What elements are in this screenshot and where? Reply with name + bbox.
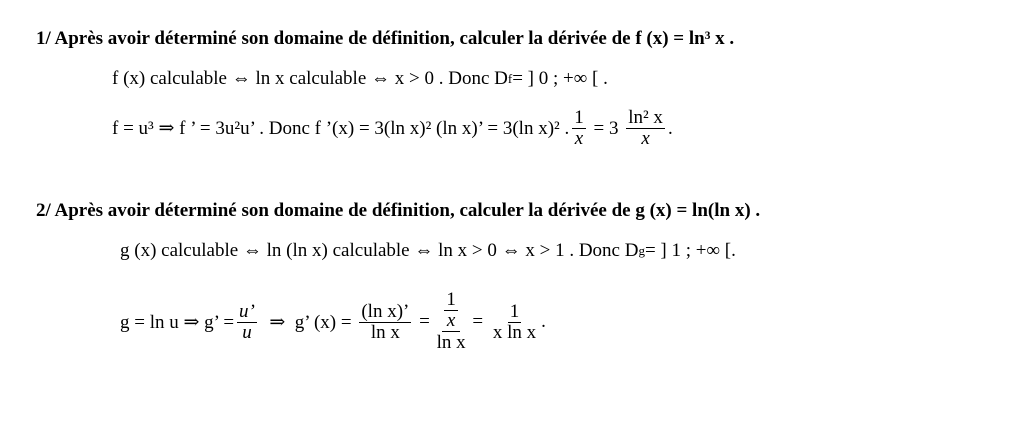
q2-fraction-u-prime-over-u [237, 302, 257, 343]
q2-domain-end: = ] 1 ; +∞ [. [644, 240, 736, 261]
q1-domain-text: f (x) calculable ⇔ ln x calculable ⇔ x > 0 . Donc D [112, 68, 508, 89]
q2-nested-inner-numerator: 1 [446, 289, 456, 310]
q2-frac1-numerator: u’ [239, 300, 255, 322]
q1-fraction-ln2x-over-x [626, 108, 665, 149]
q1-frac2-denominator: x [641, 128, 650, 149]
q2-fraction-nested [435, 290, 468, 354]
q2-derivative-end: . [541, 311, 546, 332]
q2-derivative-start: g = ln u ⇒ g’ = [120, 311, 235, 333]
q2-equals-1: = [414, 311, 435, 332]
q2-frac4-denominator: x ln x [492, 321, 537, 343]
question-1-title [36, 28, 734, 50]
q2-nested-numerator [442, 290, 460, 332]
q1-derivative-start: f = u³ ⇒ f ’ = 3u²u’ . Donc f ’(x) = 3(ln x)² (ln x)’ = 3(ln x)² . [112, 118, 570, 139]
q2-nested-inner-denominator: x [446, 310, 456, 331]
question-2-derivative-line [120, 290, 546, 354]
q1-fraction-1-over-x [572, 108, 586, 149]
question-1-domain-line [112, 68, 608, 90]
q2-fraction-final [491, 302, 538, 343]
q2-frac1-denominator: u [242, 321, 252, 343]
q1-domain-subscript: f [507, 71, 513, 86]
question-1-derivative-line [112, 108, 673, 149]
q2-derivative-mid: ⇒ g’ (x) = [259, 311, 357, 333]
q2-frac4-numerator: 1 [509, 300, 520, 322]
q2-equals-2: = [467, 311, 488, 332]
q2-domain-text: g (x) calculable ⇔ ln (ln x) calculable ⇔ ln x > 0 ⇔ x > 1 . Donc D [120, 240, 639, 261]
q2-nested-inner-fraction [444, 290, 458, 331]
question-2-title [36, 200, 760, 222]
q1-derivative-mid: = 3 [588, 117, 624, 139]
question-1-title-text: 1/ Après avoir déterminé son domaine de définition, calculer la dérivée de f (x) = ln³ x . [36, 28, 735, 49]
q2-nested-denominator: ln x [436, 332, 466, 353]
q1-frac2-numerator: ln² x [628, 107, 663, 128]
q1-frac1-numerator: 1 [574, 107, 584, 128]
question-2-domain-line [120, 240, 736, 262]
q2-frac2-numerator: (ln x)’ [361, 300, 410, 322]
q1-derivative-end: . [667, 117, 673, 139]
q1-frac1-denominator: x [574, 128, 584, 149]
question-2-title-text: 2/ Après avoir déterminé son domaine de définition, calculer la dérivée de g (x) = ln(ln x) . [36, 200, 761, 221]
q2-domain-subscript: g [638, 243, 645, 258]
q2-fraction-lnx-prime-over-lnx [359, 302, 411, 343]
q1-domain-end: = ] 0 ; +∞ [ . [512, 68, 608, 89]
q2-frac2-denominator: ln x [370, 321, 400, 343]
